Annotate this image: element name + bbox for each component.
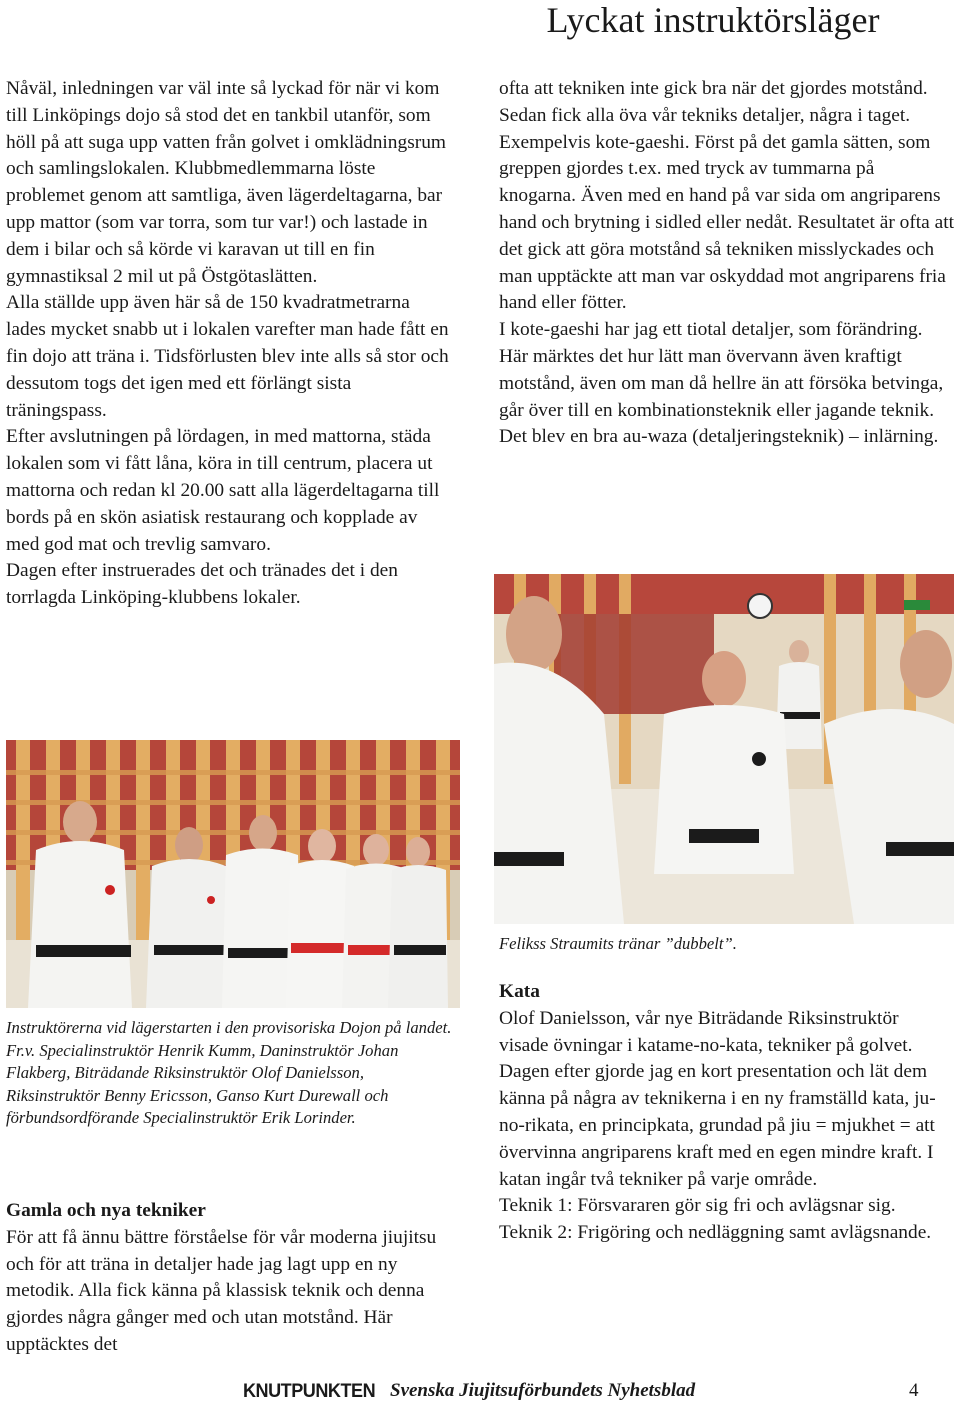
newsletter-brand: KNUTPUNKTEN bbox=[243, 1381, 376, 1402]
paragraph: Teknik 2: Frigöring och nedläggning samt avlägsnande. bbox=[499, 1222, 932, 1244]
page-number: 4 bbox=[909, 1380, 919, 1401]
sparring-photo bbox=[494, 574, 954, 924]
left-column-intro bbox=[6, 76, 452, 612]
section-heading: Kata bbox=[499, 981, 540, 1002]
paragraph: ofta att tekniken inte gick bra när det gjordes motstånd. Sedan fick alla öva vår tekniks detaljer, några i taget. Exempelvis kote-gaeshi. Först på det gamla sätten, som greppen gjordes t.ex. med tryck av tummarna på knogarna. Även med en hand på var sida om angriparens hand och brytning i sidled eller nedåt. Resultatet är ofta att det gick att göra motstånd så tekniken misslyckades och man upptäckte att man var oskyddad mot angriparens fria hand eller fötter. bbox=[499, 78, 954, 314]
article-title: Lyckat instruktörsläger bbox=[546, 0, 880, 40]
page-footer bbox=[0, 1378, 960, 1404]
paragraph: I kote-gaeshi har jag ett tiotal detaljer, som förändring. Här märktes det hur lätt man övervann även kraftigt motstånd, även om man då hellre än att försöka betvinga, går över till en kombinationsteknik eller jagande teknik. Det blev en bra au-waza (detaljeringsteknik) – inlärning. bbox=[499, 319, 944, 448]
paragraph: Teknik 1: Försvararen gör sig fri och avlägsnar sig. bbox=[499, 1195, 896, 1217]
paragraph: Dagen efter instruerades det och tränades det i den torrlagda Linköping-klubbens lokaler. bbox=[6, 560, 398, 609]
section-heading: Gamla och nya tekniker bbox=[6, 1200, 206, 1221]
section-gamla-och-nya bbox=[6, 1198, 458, 1359]
paragraph: Alla ställde upp även här så de 150 kvadratmetrarna lades mycket snabb ut i lokalen varefter man hade fått en fin dojo att träna i. Tidsförlusten blev inte alls så stor och dessutom togs det igen med ett förlängt sista träningspass. bbox=[6, 292, 449, 421]
right-column-intro bbox=[499, 76, 955, 451]
section-kata bbox=[499, 979, 951, 1247]
group-photo-caption: Instruktörerna vid lägerstarten i den provisoriska Dojon på landet. Fr.v. Specialinstruktör Henrik Kumm, Daninstruktör Johan Flakberg, Biträdande Riksinstruktör Olof Danielsson, Riksinstruktör Benny Ericsson, Ganso Kurt Durewall och förbundsordförande Specialinstruktör Erik Lorinder. bbox=[6, 1018, 452, 1127]
sparring-photo-caption: Felikss Straumits tränar ”dubbelt”. bbox=[499, 934, 737, 953]
instructors-group-photo bbox=[6, 740, 460, 1008]
paragraph: Efter avslutningen på lördagen, in med mattorna, städa lokalen som vi fått låna, köra in till centrum, placera ut mattorna och redan kl 20.00 satt alla lägerdeltagarna till bords på en skön asiatisk restaurang och kopplade av med god mat och trevlig samvaro. bbox=[6, 426, 440, 555]
paragraph: Nåväl, inledningen var väl inte så lyckad för när vi kom till Linköpings dojo så stod det en tankbil utanför, som höll på att suga upp vatten från golvet i omklädningsrum och samlingslokalen. Klubbmedlemmarna löste problemet genom att samtliga, även lägerdeltagarna, bar upp mattor (som var torra, som tur var!) och lastade in dem i bilar och så körde vi karavan ut till en fin gymnastiksal 2 mil ut på Östgötaslätten. bbox=[6, 78, 446, 287]
paragraph: För att få ännu bättre förståelse för vår moderna jiujitsu och för att träna in detaljer hade jag lagt upp en ny metodik. Alla fick känna på klassisk teknik och denna gjordes några gånger med och utan motstånd. Här upptäcktes det bbox=[6, 1226, 437, 1355]
paragraph: Olof Danielsson, vår nye Biträdande Riksinstruktör visade övningar i katame-no-kata, tekniker på golvet. Dagen efter gjorde jag en kort presentation och lät dem känna på några av teknikerna i en ny framställd kata, ju-no-rikata, en principkata, grundad på jiu = mjukhet = att övervinna angriparens kraft med en egen mindre kraft. I katan ingår två tekniker på varje område. bbox=[499, 1007, 936, 1190]
publication-name: Svenska Jiujitsuförbundets Nyhetsblad bbox=[390, 1380, 696, 1401]
